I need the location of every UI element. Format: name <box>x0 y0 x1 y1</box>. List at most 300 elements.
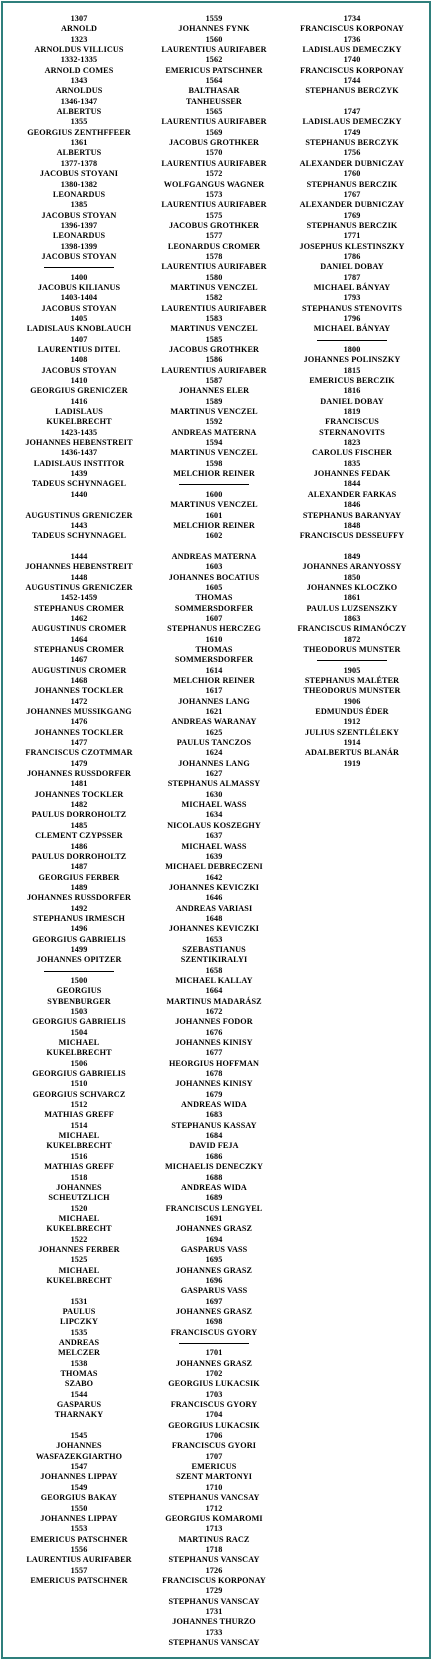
year-entry: 1467 <box>70 655 88 665</box>
column-middle <box>144 14 284 1648</box>
year-entry: 1440 <box>70 489 88 499</box>
year-entry: 1487 <box>70 862 88 872</box>
year-entry: 1405 <box>70 313 88 323</box>
year-entry: 1676 <box>205 1027 223 1037</box>
year-entry: 1677 <box>205 1048 223 1058</box>
year-entry: 1510 <box>70 1079 88 1089</box>
name-entry: MARTINUS VENCZEL <box>170 407 258 417</box>
name-entry: ANDREAS WARANAY <box>171 717 257 727</box>
name-entry: JACOBUS KILIANUS <box>37 282 121 292</box>
name-entry: TANHEUSSER <box>186 96 242 106</box>
year-entry: 1713 <box>205 1524 223 1534</box>
year-entry: 1850 <box>343 572 361 582</box>
name-entry: KUKELBRECHT <box>46 1141 112 1151</box>
name-entry: AUGUSTINUS CROMER <box>31 624 127 634</box>
year-entry: 1443 <box>70 520 88 530</box>
year-entry: 1582 <box>205 293 223 303</box>
year-entry: 1464 <box>70 634 88 644</box>
name-entry: MATHIAS GREFF <box>44 1110 114 1120</box>
name-entry: JOHANNES RUSSDORFER <box>26 893 132 903</box>
year-entry: 1819 <box>343 407 361 417</box>
year-entry: 1614 <box>205 665 223 675</box>
name-entry: JOHANNES KEVICZKI <box>168 924 260 934</box>
name-entry: JOHANNES FODOR <box>175 1017 253 1027</box>
year-entry: 1664 <box>205 986 223 996</box>
year-entry: 1396-1397 <box>60 220 98 230</box>
name-entry: LAURENTIUS AURIFABER <box>26 1555 132 1565</box>
year-entry: 1905 <box>343 665 361 675</box>
year-entry: 1658 <box>205 965 223 975</box>
century-divider <box>8 966 150 976</box>
name-entry: SYBENBURGER <box>47 996 111 1006</box>
spacer <box>8 1286 150 1296</box>
century-divider <box>278 335 426 345</box>
name-entry: MICHAEL BÁNYAY <box>313 282 391 292</box>
year-entry: 1439 <box>70 469 88 479</box>
name-entry: AUGUSTINUS GRENICZER <box>25 510 133 520</box>
year-entry: 1468 <box>70 676 88 685</box>
name-entry: MELCHIOR REINER <box>173 520 255 530</box>
year-entry: 1849 <box>343 551 361 561</box>
name-entry: AUGUSTINUS GRENICZER <box>25 582 133 592</box>
name-entry: STEPHANUS BERCZYK <box>305 138 399 148</box>
year-entry: 1481 <box>70 779 88 789</box>
year-entry: 1601 <box>205 510 223 520</box>
name-entry: ANDREAS WIDA <box>181 1100 247 1110</box>
name-entry: ARNOLDUS <box>55 86 103 96</box>
year-entry: 1448 <box>70 572 88 582</box>
name-entry: FRANCISCUS <box>325 417 379 427</box>
year-entry: 1407 <box>70 334 88 344</box>
year-entry: 1580 <box>205 272 223 282</box>
year-entry: 1560 <box>205 34 223 44</box>
name-entry: LIPCZKY <box>59 1317 98 1327</box>
name-entry: WOLFGANGUS WAGNER <box>163 179 265 189</box>
year-entry: 1815 <box>343 365 361 375</box>
year-entry: 1479 <box>70 758 88 768</box>
name-entry: ALEXANDER DUBNICZAY <box>299 200 405 210</box>
year-entry: 1796 <box>343 313 361 323</box>
year-entry: 1679 <box>205 1089 223 1099</box>
year-entry: 1578 <box>205 251 223 261</box>
year-entry: 1452-1459 <box>60 593 98 603</box>
name-entry: GEORGIUS KOMAROMI <box>165 1513 263 1523</box>
name-entry: JOHANNES <box>56 1182 102 1192</box>
year-entry: 1520 <box>70 1203 88 1213</box>
name-entry: SOMMERSDORFER <box>174 655 254 665</box>
year-entry: 1787 <box>343 272 361 282</box>
century-divider <box>8 262 150 272</box>
year-entry: 1800 <box>343 345 361 354</box>
year-entry: 1701 <box>205 1348 223 1358</box>
year-entry: 1544 <box>70 1389 88 1399</box>
name-entry: MICHAEL <box>58 1213 100 1223</box>
name-entry: JOHANNES POLINSZKY <box>303 355 401 365</box>
year-entry: 1403-1404 <box>60 293 98 303</box>
year-entry: 1535 <box>70 1327 88 1337</box>
year-entry: 1400 <box>70 272 88 282</box>
year-entry: 1485 <box>70 820 88 830</box>
name-entry: PAULUS <box>62 1306 96 1316</box>
name-entry: FRANCISCUS KORPONAY <box>300 65 404 75</box>
year-entry: 1476 <box>70 717 88 727</box>
name-entry: ANDREAS WIDA <box>181 1182 247 1192</box>
name-entry: STEPHANUS BERCZIK <box>306 179 398 189</box>
year-entry: 1683 <box>205 1110 223 1120</box>
name-entry: JOHANNES KINISY <box>175 1079 253 1089</box>
name-entry: ADALBERTUS BLANÁR <box>305 748 399 758</box>
name-entry: JOHANNES GRASZ <box>175 1224 253 1234</box>
year-entry: 1538 <box>70 1358 88 1368</box>
year-entry: 1355 <box>70 117 88 127</box>
name-entry: FRANCISCUS KORPONAY <box>162 1575 266 1585</box>
year-entry: 1499 <box>70 944 88 954</box>
name-entry: STEPHANUS MALÉTER <box>304 676 400 685</box>
name-entry: GEORGIUS ZENTHFFEER <box>27 127 131 137</box>
year-entry: 1361 <box>70 138 88 148</box>
year-entry: 1749 <box>343 127 361 137</box>
year-entry: 1600 <box>205 489 223 499</box>
name-entry: JOHANNES KEVICZKI <box>168 882 260 892</box>
year-entry: 1621 <box>205 707 223 717</box>
name-entry: EMERICUS PATSCHNER <box>165 65 263 75</box>
name-entry: MELCZER <box>57 1348 101 1358</box>
name-entry: STEPHANUS STENOVITS <box>302 303 402 313</box>
spacer <box>8 1421 150 1431</box>
year-entry: 1771 <box>343 231 361 241</box>
name-entry: ANDREAS MATERNA <box>171 427 257 437</box>
name-entry: JOHANNES FEDAK <box>313 469 391 479</box>
year-entry: 1844 <box>343 479 361 489</box>
name-entry: STEPHANUS BARANYAY <box>302 510 402 520</box>
name-entry: LAURENTIUS AURIFABER <box>161 200 267 210</box>
year-entry: 1646 <box>205 893 223 903</box>
name-entry: KUKELBRECHT <box>46 1275 112 1285</box>
name-entry: GEORGIUS GABRIELIS <box>32 1069 126 1079</box>
year-entry: 1624 <box>205 748 223 758</box>
name-entry: THOMAS <box>60 1369 98 1379</box>
name-entry: THOMAS <box>195 644 233 654</box>
year-entry: 1323 <box>70 34 88 44</box>
year-entry: 1744 <box>343 76 361 86</box>
name-entry: FRANCISCUS KORPONAY <box>300 24 404 34</box>
name-entry: JACOBUS STOYAN <box>41 303 117 313</box>
name-entry: LADISLAUS INSTITOR <box>33 458 125 468</box>
year-entry: 1377-1378 <box>60 158 98 168</box>
year-entry: 1525 <box>70 1255 88 1265</box>
year-entry: 1653 <box>205 934 223 944</box>
year-entry: 1598 <box>205 458 223 468</box>
name-entry: GEORGIUS SCHVARCZ <box>32 1089 126 1099</box>
name-entry: THOMAS <box>195 593 233 603</box>
year-entry: 1769 <box>343 210 361 220</box>
year-entry: 1698 <box>205 1317 223 1327</box>
name-entry: ARNOLD <box>60 24 98 34</box>
year-entry: 1610 <box>205 634 223 644</box>
year-entry: 1504 <box>70 1027 88 1037</box>
column-right <box>278 14 426 769</box>
year-entry: 1559 <box>205 14 223 23</box>
name-entry: STEPHANUS VANSCAY <box>168 1637 260 1647</box>
year-entry: 1477 <box>70 738 88 748</box>
name-entry: MICHAEL <box>58 1038 100 1048</box>
year-entry: 1462 <box>70 613 88 623</box>
year-entry: 1416 <box>70 396 88 406</box>
year-entry: 1550 <box>70 1503 88 1513</box>
name-entry: KUKELBRECHT <box>46 417 112 427</box>
year-entry: 1547 <box>70 1462 88 1472</box>
name-entry: FRANCISCUS GYORI <box>171 1441 257 1451</box>
name-entry: JOHANNES TOCKLER <box>34 686 124 696</box>
name-entry: ARNOLDUS VILLICUS <box>34 45 124 55</box>
name-entry: MELCHIOR REINER <box>173 469 255 479</box>
year-entry: 1734 <box>343 14 361 23</box>
name-entry: STEPHANUS CROMER <box>33 644 125 654</box>
name-entry: JOHANNES LANG <box>178 758 250 768</box>
name-entry: STEPHANUS ALMASSY <box>167 779 261 789</box>
name-entry: KUKELBRECHT <box>46 1224 112 1234</box>
year-entry: 1863 <box>343 613 361 623</box>
year-entry: 1648 <box>205 913 223 923</box>
name-entry: FRANCISCUS DESSEUFFY <box>299 531 405 541</box>
name-entry: LADISLAUS DEMECZKY <box>302 117 402 127</box>
name-entry: TADEUS SCHYNNAGEL <box>31 531 127 541</box>
name-entry: THEODORUS MUNSTER <box>303 644 401 654</box>
year-entry: 1575 <box>205 210 223 220</box>
name-entry: NICOLAUS KOSZEGHY <box>167 820 261 830</box>
name-entry: DANIEL DOBAY <box>320 396 384 406</box>
name-entry: LAURENTIUS AURIFABER <box>161 45 267 55</box>
name-entry: STERNANOVITS <box>319 427 385 437</box>
year-entry: 1919 <box>343 758 361 768</box>
name-entry: LAURENTIUS AURIFABER <box>161 303 267 313</box>
name-entry: JOHANNES THURZO <box>172 1617 256 1627</box>
spacer <box>278 97 426 107</box>
year-entry: 1726 <box>205 1565 223 1575</box>
year-entry: 1684 <box>205 1131 223 1141</box>
name-entry: JOHANNES HEBENSTREIT <box>25 562 133 572</box>
year-entry: 1607 <box>205 613 223 623</box>
spacer <box>144 542 284 552</box>
year-entry: 1518 <box>70 1172 88 1182</box>
name-entry: STEPHANUS VANCSAY <box>168 1493 260 1503</box>
year-entry: 1672 <box>205 1007 223 1016</box>
name-entry: FRANCISCUS CZOTMMAR <box>25 748 133 758</box>
year-entry: 1846 <box>343 500 361 510</box>
column-left <box>8 14 150 1586</box>
year-entry: 1729 <box>205 1586 223 1596</box>
name-entry: JACOBUS GROTHKER <box>168 138 260 148</box>
year-entry: 1503 <box>70 1007 88 1016</box>
name-entry: MARTINUS RACZ <box>178 1534 250 1544</box>
name-entry: EMERICUS BERCZIK <box>309 376 395 386</box>
name-entry: ALEXANDER DUBNICZAY <box>299 158 405 168</box>
year-entry: 1492 <box>70 903 88 913</box>
year-entry: 1570 <box>205 148 223 158</box>
year-entry: 1835 <box>343 458 361 468</box>
year-entry: 1562 <box>205 55 223 65</box>
year-entry: 1786 <box>343 251 361 261</box>
name-entry: GASPARUS VASS <box>180 1286 248 1296</box>
name-entry: MICHAEL WASS <box>181 800 247 810</box>
year-entry: 1583 <box>205 313 223 323</box>
year-entry: 1639 <box>205 851 223 861</box>
name-entry: EMERICUS PATSCHNER <box>30 1534 128 1544</box>
name-entry: CAROLUS FISCHER <box>312 448 392 458</box>
year-entry: 1506 <box>70 1058 88 1068</box>
name-entry: JOHANNES FYNK <box>178 24 250 34</box>
name-entry: ANDREAS <box>58 1338 100 1347</box>
name-entry: ALBERTUS <box>56 107 102 117</box>
name-entry: JOHANNES OPITZER <box>36 955 122 965</box>
year-entry: 1472 <box>70 696 88 706</box>
century-divider <box>144 1338 284 1348</box>
year-entry: 1634 <box>205 810 223 820</box>
year-entry: 1689 <box>205 1193 223 1203</box>
year-entry: 1707 <box>205 1451 223 1461</box>
year-entry: 1740 <box>343 55 361 65</box>
year-entry: 1767 <box>343 189 361 199</box>
name-entry: MARTINUS VENCZEL <box>170 324 258 334</box>
year-entry: 1564 <box>205 76 223 86</box>
year-entry: 1346-1347 <box>60 96 98 106</box>
year-entry: 1531 <box>70 1296 88 1306</box>
name-entry: MARTINUS MADARÁSZ <box>166 996 262 1006</box>
name-entry: LEONARDUS <box>52 231 106 241</box>
year-entry: 1718 <box>205 1544 223 1554</box>
name-entry: JOHANNES KLOCZKO <box>306 582 398 592</box>
name-entry: THARNAKY <box>54 1410 104 1420</box>
name-entry: GASPARUS <box>56 1400 102 1410</box>
name-entry: MICHAEL WASS <box>181 841 247 851</box>
name-entry: CLEMENT CZYPSSER <box>35 831 123 841</box>
name-entry: SZENTIKIRALYI <box>180 955 248 965</box>
name-entry: JOHANNES TOCKLER <box>34 789 124 799</box>
year-entry: 1848 <box>343 520 361 530</box>
name-entry: FRANCISCUS GYORY <box>170 1327 258 1337</box>
spacer <box>8 542 150 552</box>
name-entry: SCHEUTZLICH <box>48 1193 110 1203</box>
year-entry: 1816 <box>343 386 361 396</box>
year-entry: 1522 <box>70 1234 88 1244</box>
name-entry: SZABO <box>64 1379 94 1389</box>
name-entry: JOHANNES HEBENSTREIT <box>25 438 133 448</box>
name-entry: SZENT MARTONYI <box>175 1472 253 1482</box>
year-entry: 1586 <box>205 355 223 365</box>
year-entry: 1512 <box>70 1100 88 1110</box>
year-entry: 1872 <box>343 634 361 644</box>
year-entry: 1696 <box>205 1275 223 1285</box>
year-entry: 1617 <box>205 686 223 696</box>
year-entry: 1637 <box>205 831 223 841</box>
name-entry: STEPHANUS VANSCAY <box>168 1596 260 1606</box>
name-entry: LAURENTIUS AURIFABER <box>161 117 267 127</box>
name-entry: PAULUS DORROHOLTZ <box>31 851 127 861</box>
name-entry: STEPHANUS VANSCAY <box>168 1555 260 1565</box>
name-entry: BALTHASAR <box>188 86 240 96</box>
year-entry: 1688 <box>205 1172 223 1182</box>
year-entry: 1380-1382 <box>60 179 98 189</box>
year-entry: 1514 <box>70 1120 88 1130</box>
name-entry: JOHANNES LANG <box>178 696 250 706</box>
name-entry: MICHAEL <box>58 1131 100 1141</box>
name-entry: JACOBUS STOYAN <box>41 251 117 261</box>
year-entry: 1733 <box>205 1627 223 1637</box>
name-entry: WASFAZEKGIARTHO <box>35 1451 123 1461</box>
name-entry: JOHANNES <box>56 1441 102 1451</box>
year-entry: 1603 <box>205 562 223 572</box>
year-entry: 1307 <box>70 14 88 23</box>
year-entry: 1686 <box>205 1151 223 1161</box>
year-entry: 1343 <box>70 76 88 86</box>
name-entry: KUKELBRECHT <box>46 1048 112 1058</box>
name-entry: ARNOLD COMES <box>44 65 114 75</box>
year-entry: 1702 <box>205 1369 223 1379</box>
year-entry: 1553 <box>70 1524 88 1534</box>
year-entry: 1444 <box>70 551 88 561</box>
name-entry: JOHANNES RUSSDORFER <box>26 769 132 779</box>
name-entry: MICHAELIS DENECZKY <box>164 1162 264 1172</box>
name-entry: GEORGIUS LUKACSIK <box>168 1379 260 1389</box>
name-entry: JOHANNES GRASZ <box>175 1265 253 1275</box>
name-entry: JOHANNES ARANYOSSY <box>302 562 402 572</box>
year-entry: 1912 <box>343 717 361 727</box>
year-entry: 1592 <box>205 417 223 427</box>
name-entry: EMERICUS PATSCHNER <box>30 1575 128 1585</box>
year-entry: 1627 <box>205 769 223 779</box>
year-entry: 1573 <box>205 189 223 199</box>
name-entry: JOHANNES FERBER <box>38 1244 120 1254</box>
spacer <box>8 500 150 510</box>
name-entry: HEORGIUS HOFFMAN <box>168 1058 260 1068</box>
year-entry: 1712 <box>205 1503 223 1513</box>
name-entry: JACOBUS GROTHKER <box>168 345 260 354</box>
name-entry: SOMMERSDORFER <box>174 603 254 613</box>
year-entry: 1756 <box>343 148 361 158</box>
name-entry: LADISLAUS DEMECZKY <box>302 45 402 55</box>
name-entry: FRANCISCUS RIMANÓCZY <box>297 624 407 634</box>
century-divider <box>144 479 284 489</box>
name-entry: STEPHANUS BERCZYK <box>305 86 399 96</box>
year-entry: 1569 <box>205 127 223 137</box>
name-entry: MICHAEL KALLAY <box>175 975 253 985</box>
name-entry: MARTINUS VENCZEL <box>170 448 258 458</box>
name-entry: JOSEPHUS KLESTINSZKY <box>299 241 405 251</box>
name-entry: LAURENTIUS AURIFABER <box>161 262 267 272</box>
name-entry: MARTINUS VENCZEL <box>170 282 258 292</box>
year-entry: 1489 <box>70 882 88 892</box>
name-entry: ANDREAS VARIASI <box>175 903 253 913</box>
name-entry: GEORGIUS GABRIELIS <box>32 934 126 944</box>
name-entry: GEORGIUS LUKACSIK <box>168 1420 260 1430</box>
name-entry: ALEXANDER FARKAS <box>307 489 397 499</box>
name-entry: GEORGIUS BAKAY <box>40 1493 118 1503</box>
name-entry: STEPHANUS HERCZEG <box>167 624 261 634</box>
year-entry: 1823 <box>343 438 361 448</box>
year-entry: 1914 <box>343 738 361 748</box>
name-entry: JACOBUS STOYANI <box>39 169 119 179</box>
name-entry: JOHANNES TOCKLER <box>34 727 124 737</box>
name-entry: LADISLAUS KNOBLAUCH <box>26 324 132 334</box>
year-entry: 1678 <box>205 1069 223 1079</box>
name-entry: JACOBUS STOYAN <box>41 210 117 220</box>
name-entry: FRANCISCUS LENGYEL <box>165 1203 263 1213</box>
year-entry: 1482 <box>70 800 88 810</box>
year-entry: 1703 <box>205 1389 223 1399</box>
year-entry: 1587 <box>205 376 223 386</box>
name-entry: DAVID FEJA <box>189 1141 239 1151</box>
year-entry: 1496 <box>70 924 88 934</box>
